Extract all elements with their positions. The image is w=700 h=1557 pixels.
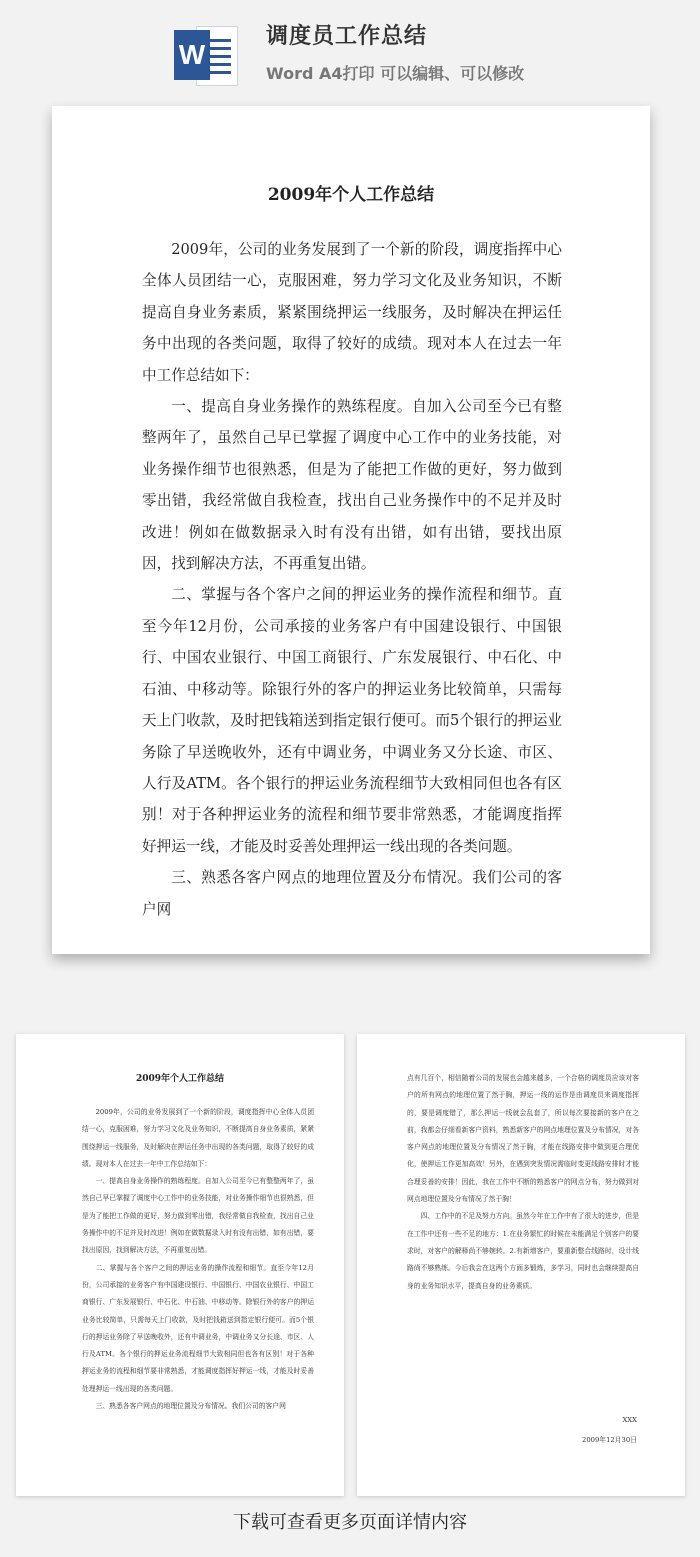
paragraph: 三、熟悉各客户网点的地理位置及分布情况。我们公司的客户网	[95, 1402, 286, 1411]
word-document-icon	[174, 22, 240, 88]
paragraph: 点有几百个，相信随着公司的发展也会越来越多，一个合格的调度员应该对客户的所有网点的地理位置了然于胸，押运一线的运作是由调度员来调度指挥的，要是调度错了，那么押运一线就会乱套了，所以每次要接新的客户在之前，我都会仔细看新客户资料，熟悉新客户的网点地理位置及分布情况，对各客户网点的地理位置及分布情况了然于胸，才能在线路安排中做到更合理优化，使押运工作更加高效！另外，在遇到突发情况需临时变更线路安排时才能合理妥善的安排！因此，我在工作中不断的熟悉客户的网点分布，努力做到对网点地理位置及分布情况了然于胸！	[407, 1074, 639, 1204]
paragraph: 一、提高自身业务操作的熟练程度。自加入公司至今已有整整两年了，虽然自己早已掌握了调度中心工作中的业务技能，对业务操作细节也很熟悉，但是为了能把工作做的更好，努力做到零出错，我经常做自我检查，找出自己业务操作中的不足并及时改进！例如在做数据录入时有没有出错，如有出错，要找出原因，找到解决方法，不再重复出错。	[142, 398, 562, 573]
paragraph: 四、工作中的不足及努力方向。虽然今年在工作中有了很大的进步，但是在工作中还有一些不足的地方：1.在业务繁忙的时候在未能满足个别客户的要求时，对客户的解释尚不够婉转。2.有新增客户，要重新整合线路时，设计线路尚不够熟练。今后我会在这两个方面多锻炼，多学习，同时也会继续提高自身的业务知识水平，提高自身的业务素质。	[407, 1212, 639, 1290]
download-hint[interactable]: 下载可查看更多页面详情内容	[233, 1512, 467, 1533]
paragraph: 三、熟悉各客户网点的地理位置及分布情况。我们公司的客户网	[142, 869, 562, 918]
page-thumbnail-1[interactable]	[16, 1034, 344, 1496]
thumbnail-body	[82, 1104, 314, 1415]
page-subtitle: Word A4打印 可以编辑、可以修改	[266, 64, 525, 83]
thumbnail-title: 2009年个人工作总结	[135, 1074, 225, 1084]
paragraph: 一、提高自身业务操作的熟练程度。自加入公司至今已有整整两年了，虽然自己早已掌握了调度中心工作中的业务技能，对业务操作细节也很熟悉，但是为了能把工作做的更好，努力做到零出错，我经常做自我检查，找出自己业务操作中的不足并及时改进！例如在做数据录入时有没有出错，如有出错，要找出原因，找到解决方法，不再重复出错。	[82, 1177, 314, 1255]
signature: XXX	[622, 1416, 637, 1424]
document-preview-main	[52, 106, 650, 954]
document-title: 2009年个人工作总结	[267, 185, 435, 205]
page-title: 调度员工作总结	[266, 24, 428, 49]
document-body	[142, 234, 562, 925]
paragraph: 二、掌握与各个客户之间的押运业务的操作流程和细节。直至今年12月份，公司承接的业务客户有中国建设银行、中国银行、中国农业银行、中国工商银行、广东发展银行、中石化、中石油、中移动等。除银行外的客户的押运业务比较简单，只需每天上门收款，及时把钱箱送到指定银行便可。而5个银行的押运业务除了早送晚收外，还有中调业务，中调业务又分长途、市区、人行及ATM。各个银行的押运业务流程细节大致相同但也各有区别！对于各种押运业务的流程和细节要非常熟悉，才能调度指挥好押运一线，才能及时妥善处理押运一线出现的各类问题。	[82, 1263, 314, 1393]
paragraph: 二、掌握与各个客户之间的押运业务的操作流程和细节。直至今年12月份，公司承接的业务客户有中国建设银行、中国银行、中国农业银行、中国工商银行、广东发展银行、中石化、中石油、中移动等。除银行外的客户的押运业务比较简单，只需每天上门收款，及时把钱箱送到指定银行便可。而5个银行的押运业务除了早送晚收外，还有中调业务，中调业务又分长途、市区、人行及ATM。各个银行的押运业务流程细节大致相同但也各有区别！对于各种押运业务的流程和细节要非常熟悉，才能调度指挥好押运一线，才能及时妥善处理押运一线出现的各类问题。	[142, 586, 562, 855]
paragraph: 2009年，公司的业务发展到了一个新的阶段，调度指挥中心全体人员团结一心，克服困难，努力学习文化及业务知识，不断提高自身业务素质，紧紧围绕押运一线服务，及时解决在押运任务中出现的各类问题，取得了较好的成绩。现对本人在过去一年中工作总结如下：	[82, 1108, 314, 1168]
page-thumbnail-2[interactable]	[357, 1034, 685, 1496]
header	[0, 0, 700, 100]
word-icon-letter: W	[174, 30, 210, 80]
thumbnail-body	[407, 1070, 639, 1295]
paragraph: 2009年，公司的业务发展到了一个新的阶段，调度指挥中心全体人员团结一心，克服困难，努力学习文化及业务知识，不断提高自身业务素质，紧紧围绕押运一线服务，及时解决在押运任务中出现的各类问题，取得了较好的成绩。现对本人在过去一年中工作总结如下：	[142, 241, 562, 384]
signature-date: 2009年12月30日	[582, 1436, 637, 1444]
